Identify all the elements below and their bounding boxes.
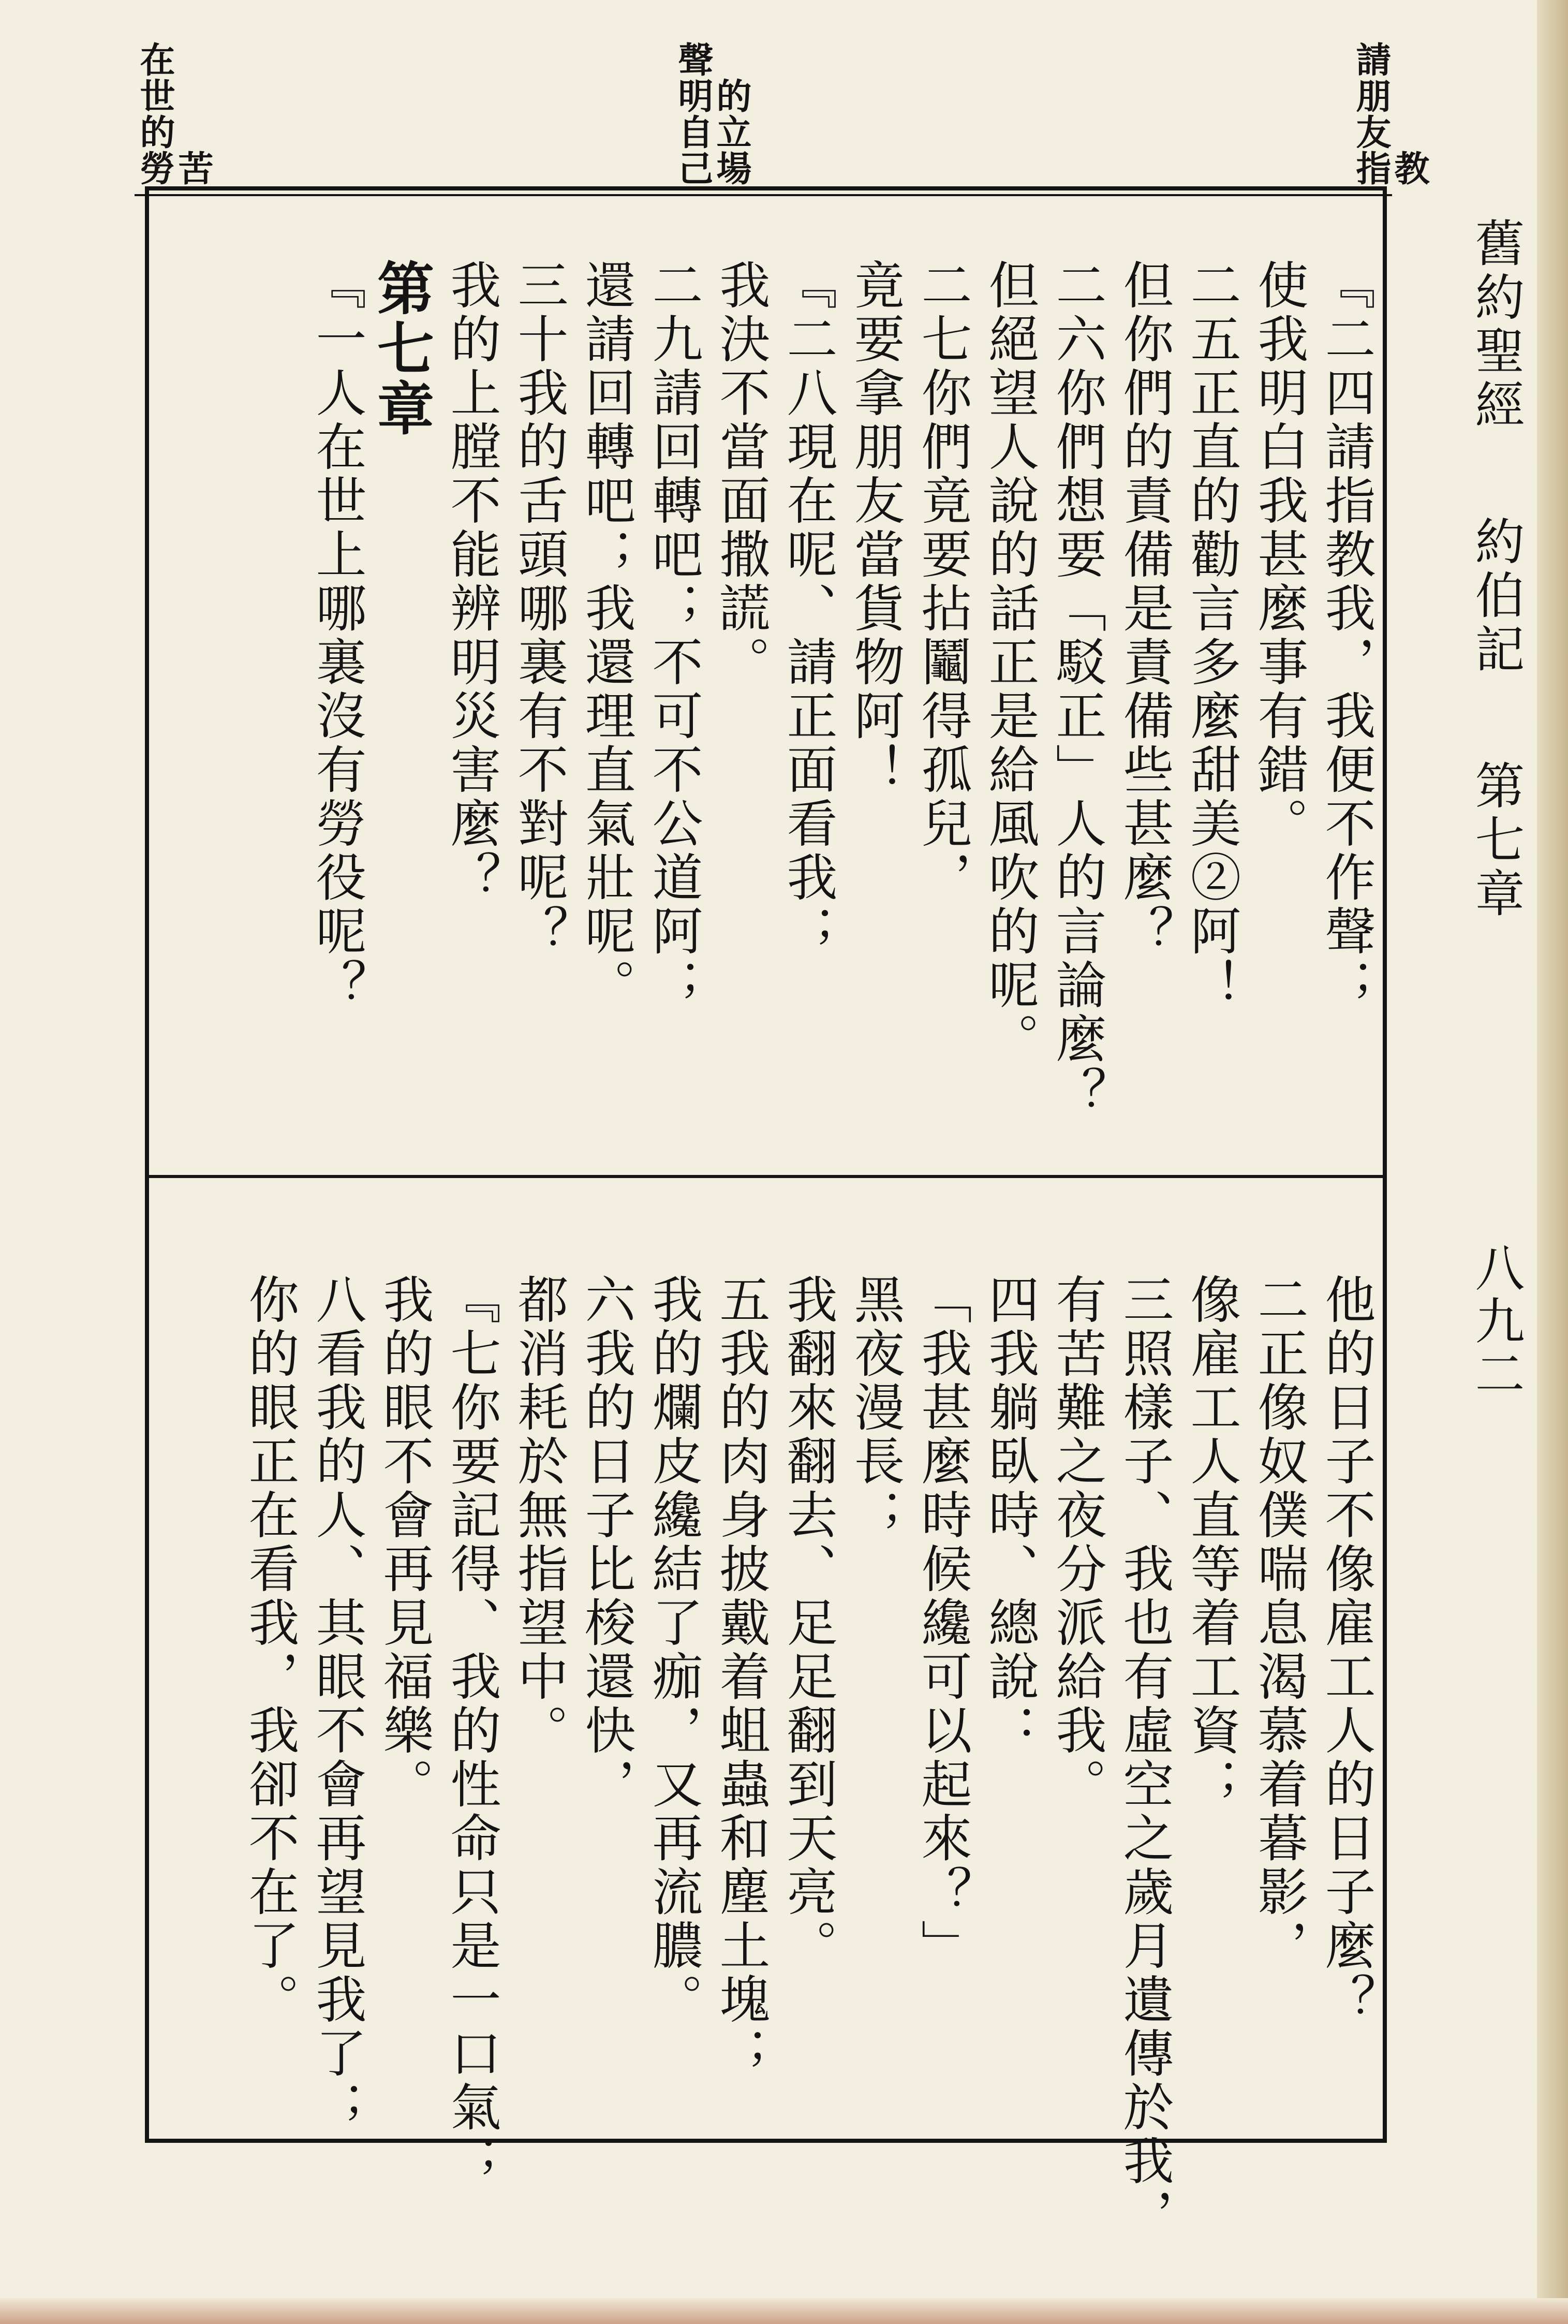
margin-note-line: 請朋友指: [1350, 41, 1392, 186]
margin-note-line: 教: [1388, 150, 1430, 186]
margin-note-line: 在世的勞: [134, 41, 175, 186]
verse-line: 還請回轉吧；我還理直氣壯呢。: [576, 259, 635, 1012]
book-title: 舊約聖經: [1467, 217, 1525, 433]
verse-line: 我決不當面撒謊。: [711, 259, 770, 689]
verse-line: 像雇工人直等着工資；: [1182, 1273, 1241, 1812]
verse-line: 竟要拿朋友當貨物阿！: [846, 259, 905, 797]
verse-line: 三十我的舌頭哪裏有不對呢？: [509, 259, 568, 959]
verse-line: 都消耗於無指望中。: [509, 1273, 568, 1758]
top-text-block: [295, 259, 1375, 1139]
verse-line: 黑夜漫長；: [846, 1273, 905, 1542]
bottom-text-block: [228, 1273, 1375, 2242]
verse-line: 『二四請指教我，我便不作聲；: [1316, 259, 1375, 1012]
verse-line: 使我明白我甚麼事有錯。: [1249, 259, 1308, 851]
verse-line: 但你們的責備是責備些甚麼？: [1115, 259, 1174, 959]
verse-line: 三照樣子、我也有虛空之歲月遺傳於我，: [1115, 1273, 1174, 2242]
margin-note-line: 聲明自己: [672, 41, 714, 186]
verse-line: 我的眼不會再見福樂。: [375, 1273, 434, 1812]
verse-line: 但絕望人說的話正是給風吹的呢。: [980, 259, 1039, 1066]
section-divider: [145, 1175, 1387, 1178]
page-bottom-edge: [0, 2298, 1568, 2324]
verse-line: 我翻來翻去、足足翻到天亮。: [778, 1273, 837, 1973]
verse-line: 『一人在世上哪裏沒有勞役呢？: [307, 259, 366, 1012]
running-head: [1461, 217, 1532, 921]
margin-note-1: [1352, 41, 1428, 194]
verse-line: 『七你要記得、我的性命只是一口氣；: [442, 1273, 501, 2188]
verse-line: 他的日子不像雇工人的日子麼？: [1316, 1273, 1375, 2027]
verse-line: 「我甚麼時候纔可以起來？」: [913, 1273, 972, 1973]
page-number: 八九二: [1467, 1242, 1525, 1401]
verse-line: 五我的肉身披戴着蛆蟲和塵土塊；: [711, 1273, 770, 2081]
verse-line: 我的爛皮纔結了痂，又再流膿。: [644, 1273, 703, 2027]
margin-note-line: 的立場: [711, 78, 752, 186]
margin-note-2: [674, 41, 750, 194]
verse-line: 六我的日子比梭還快，: [576, 1273, 635, 1812]
verse-line: 有苦難之夜分派給我。: [1047, 1273, 1106, 1812]
verse-line: 四我躺臥時、總說：: [980, 1273, 1039, 1758]
margin-note-3: [136, 41, 212, 194]
verse-line: 我的上膛不能辨明災害麼？: [442, 259, 501, 905]
verse-line: 『二八現在呢、請正面看我；: [778, 259, 837, 959]
verse-line: 二正像奴僕喘息渴慕着暮影，: [1249, 1273, 1308, 1973]
verse-line: 二五正直的勸言多麼甜美②阿！: [1182, 259, 1241, 1012]
page-edge: [1537, 0, 1568, 2324]
book-name: 約伯記: [1467, 516, 1525, 677]
verse-line: 八看我的人、其眼不會再望見我了；: [307, 1273, 366, 2135]
verse-line: 你的眼正在看我，我卻不在了。: [240, 1273, 299, 2027]
chapter-heading: 第七章: [1467, 760, 1525, 921]
verse-line: 二六你們想要「駁正」人的言論麼？: [1047, 259, 1106, 1120]
verse-line: 二七你們竟要拈鬮得孤兒，: [913, 259, 972, 905]
chapter-title: 第七章: [368, 259, 434, 439]
verse-line: 二九請回轉吧；不可不公道阿；: [644, 259, 703, 1012]
margin-note-line: 苦: [172, 150, 214, 186]
